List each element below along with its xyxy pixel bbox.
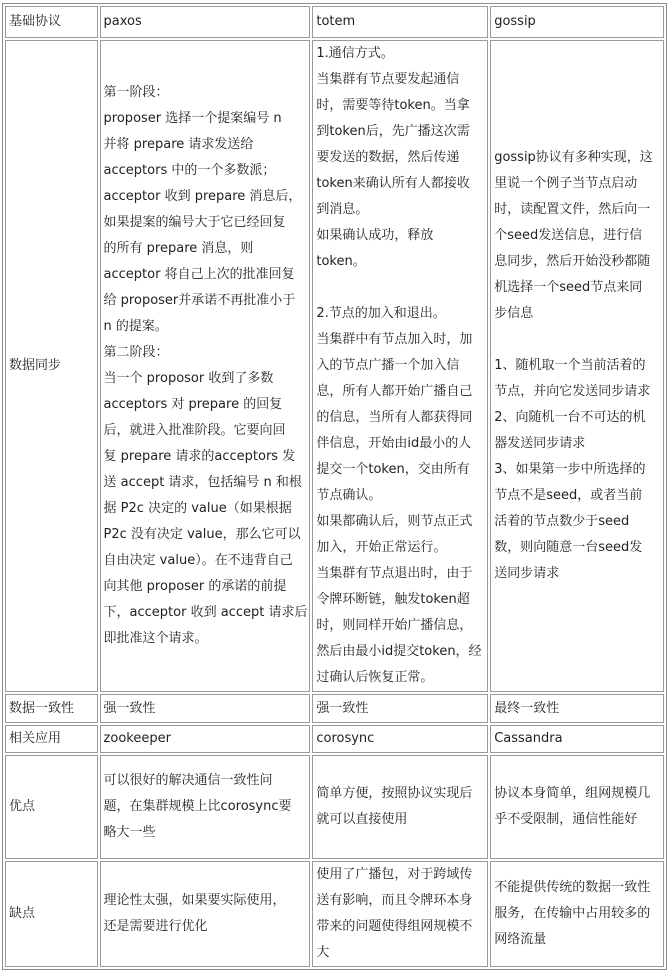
- text-line: 乎不受限制，通信性能好: [494, 812, 638, 827]
- text-line: 2.节点的加入和退出。: [316, 306, 446, 321]
- cell-gossip-pros: [490, 755, 664, 859]
- row-data-sync: [5, 40, 664, 692]
- paragraph-gap: [494, 327, 660, 353]
- text-line: 令牌环断链，触发token超: [316, 592, 470, 607]
- protocol-comparison-table: [2, 3, 667, 970]
- text-line: 节点，并向它发送同步请求: [494, 384, 651, 399]
- cell-paxos-pros: [100, 755, 311, 859]
- text-line: n 的提案。: [103, 319, 168, 334]
- header-cell-totem: totem: [312, 6, 488, 38]
- text-line: 送 accept 请求，包括编号 n 和根: [103, 475, 302, 490]
- text-line: proposer 选择一个提案编号 n: [103, 111, 282, 126]
- text-line: 入的节点广播一个加入信: [316, 358, 460, 373]
- text-line: 节点不是seed，或者当前: [494, 488, 643, 503]
- cell-gossip-cons: [490, 861, 664, 967]
- cell-totem-applications: corosync: [312, 725, 488, 753]
- cell-gossip-consistency: 最终一致性: [490, 694, 664, 723]
- text-line: 向其他 proposer 的承诺的前提: [103, 579, 287, 594]
- text-line: acceptor 将自己上次的批准回复: [103, 267, 295, 282]
- text-line: 不能提供传统的数据一致性: [494, 880, 651, 895]
- row-cons: [5, 861, 664, 967]
- text-line: 服务，在传输中占用较多的: [494, 906, 651, 921]
- text-line: 过确认后恢复正常。: [316, 670, 434, 685]
- text-line: token。: [316, 254, 366, 269]
- text-line: 当一个 proposor 收到了多数: [103, 371, 274, 386]
- text-line: 协议本身简单，组网规模几: [494, 786, 651, 801]
- text-line: 到消息。: [316, 202, 369, 217]
- text-line: 然后由最小id提交token，经: [316, 644, 482, 659]
- text-line: 下，acceptor 收到 accept 请求后: [103, 605, 308, 620]
- text-line: 给 proposer并承诺不再批准小于: [103, 293, 296, 308]
- totem-sync-part1: [316, 41, 484, 275]
- text-line: 可以很好的解决通信一致性问: [103, 773, 273, 788]
- paragraph-gap: [316, 275, 484, 301]
- cell-gossip-applications: Cassandra: [490, 725, 664, 753]
- text-line: 时，则同样开始广播信息，: [316, 618, 473, 633]
- text-line: 略大一些: [103, 825, 156, 840]
- text-line: acceptors 对 prepare 的回复: [103, 397, 283, 412]
- text-line: 据 P2c 决定的 value（如果根据: [103, 501, 292, 516]
- row-consistency: [5, 694, 664, 723]
- text-line: 要发送的数据，然后传递: [316, 150, 460, 165]
- header-cell-gossip: gossip: [490, 6, 664, 38]
- cell-gossip-sync: [490, 40, 664, 692]
- text-line: 大: [316, 945, 330, 960]
- text-line: 提交一个token，交由所有: [316, 462, 470, 477]
- cell-totem-consistency: 强一致性: [312, 694, 488, 723]
- row-label-pros: 优点: [5, 755, 98, 859]
- text-line: 第一阶段：: [103, 85, 169, 100]
- text-line: 当集群中有节点加入时，加: [316, 332, 473, 347]
- text-line: 活着的节点数少于seed: [494, 514, 630, 529]
- cell-paxos-consistency: 强一致性: [100, 694, 311, 723]
- text-line: 简单方便，按照协议实现后: [316, 786, 473, 801]
- row-label-data-sync: 数据同步: [5, 40, 98, 692]
- text-line: 1、随机取一个当前活着的: [494, 358, 646, 373]
- row-label-consistency: 数据一致性: [5, 694, 98, 723]
- text-line: 息，所有人都开始广播自己: [316, 384, 473, 399]
- text-line: 加入，开始正常运行。: [316, 540, 447, 555]
- cell-totem-pros: [312, 755, 488, 859]
- text-line: 如果确认成功，释放: [316, 228, 434, 243]
- table-header-row: [5, 6, 664, 38]
- text-line: 还是需要进行优化: [103, 919, 208, 934]
- text-line: 3、如果第一步中所选择的: [494, 462, 646, 477]
- text-line: P2c 没有决定 value，那么它可以: [103, 527, 301, 542]
- gossip-cons-text: [494, 875, 660, 953]
- text-line: 机选择一个seed节点来同: [494, 280, 643, 295]
- text-line: 复 prepare 请求的acceptors 发: [103, 449, 296, 464]
- text-line: 步信息: [494, 306, 534, 321]
- text-line: 当集群有节点退出时，由于: [316, 566, 473, 581]
- totem-sync-part2: [316, 301, 484, 691]
- row-applications: [5, 725, 664, 753]
- text-line: 2、向随机一台不可达的机: [494, 410, 646, 425]
- text-line: 使用了广播包，对于跨域传: [316, 867, 473, 882]
- text-line: 第二阶段：: [103, 345, 169, 360]
- gossip-sync-part2: [494, 353, 660, 587]
- text-line: token来确认所有人都接收: [316, 176, 470, 191]
- text-line: 自由决定 value）。在不违背自己: [103, 553, 293, 568]
- cell-paxos-sync: [100, 40, 311, 692]
- cell-totem-cons: [312, 861, 488, 967]
- row-label-applications: 相关应用: [5, 725, 98, 753]
- text-line: 的所有 prepare 消息，则: [103, 241, 254, 256]
- text-line: 时，需要等待token。当拿: [316, 98, 470, 113]
- text-line: 伴信息，开始由id最小的人: [316, 436, 472, 451]
- text-line: 并将 prepare 请求发送给: [103, 137, 254, 152]
- text-line: 网络流量: [494, 932, 547, 947]
- text-line: 送有影响，而且令牌环本身: [316, 893, 473, 908]
- text-line: acceptor 收到 prepare 消息后，: [103, 189, 302, 204]
- header-cell-protocol: 基础协议: [5, 6, 98, 38]
- text-line: 后，就进入批准阶段。它要向回: [103, 423, 286, 438]
- text-line: 如果提案的编号大于它已经回复: [103, 215, 286, 230]
- text-line: 即批准这个请求。: [103, 631, 208, 646]
- text-line: 题，在集群规模上比corosync要: [103, 799, 292, 814]
- text-line: 时，读配置文件，然后向一: [494, 202, 651, 217]
- paxos-sync-text: [104, 80, 307, 652]
- paxos-pros-text: [104, 768, 307, 846]
- row-pros: [5, 755, 664, 859]
- text-line: 当集群有节点要发起通信: [316, 72, 460, 87]
- totem-pros-text: [316, 781, 484, 833]
- paxos-cons-text: [104, 888, 307, 940]
- header-cell-paxos: paxos: [100, 6, 311, 38]
- text-line: 数，则向随意一台seed发: [494, 540, 643, 555]
- cell-paxos-cons: [100, 861, 311, 967]
- text-line: 里说一个例子当节点启动: [494, 176, 638, 191]
- text-line: 就可以直接使用: [316, 812, 408, 827]
- text-line: gossip协议有多种实现，这: [494, 150, 653, 165]
- text-line: 送同步请求: [494, 566, 560, 581]
- row-label-cons: 缺点: [5, 861, 98, 967]
- text-line: 理论性太强，如果要实际使用，: [103, 893, 286, 908]
- gossip-sync-part1: [494, 145, 660, 327]
- text-line: 个seed发送信息，进行信: [494, 228, 643, 243]
- cell-totem-sync: [312, 40, 488, 692]
- text-line: 息同步，然后开始没秒都随: [494, 254, 651, 269]
- text-line: 器发送同步请求: [494, 436, 586, 451]
- text-line: 节点确认。: [316, 488, 382, 503]
- totem-cons-text: [316, 862, 484, 966]
- gossip-pros-text: [494, 781, 660, 833]
- text-line: acceptors 中的一个多数派；: [103, 163, 276, 178]
- text-line: 如果都确认后，则节点正式: [316, 514, 473, 529]
- text-line: 1.通信方式。: [316, 46, 394, 61]
- text-line: 的信息，当所有人都获得同: [316, 410, 473, 425]
- text-line: 到token后，先广播这次需: [316, 124, 470, 139]
- text-line: 带来的问题使得组网规模不: [316, 919, 473, 934]
- cell-paxos-applications: zookeeper: [100, 725, 311, 753]
